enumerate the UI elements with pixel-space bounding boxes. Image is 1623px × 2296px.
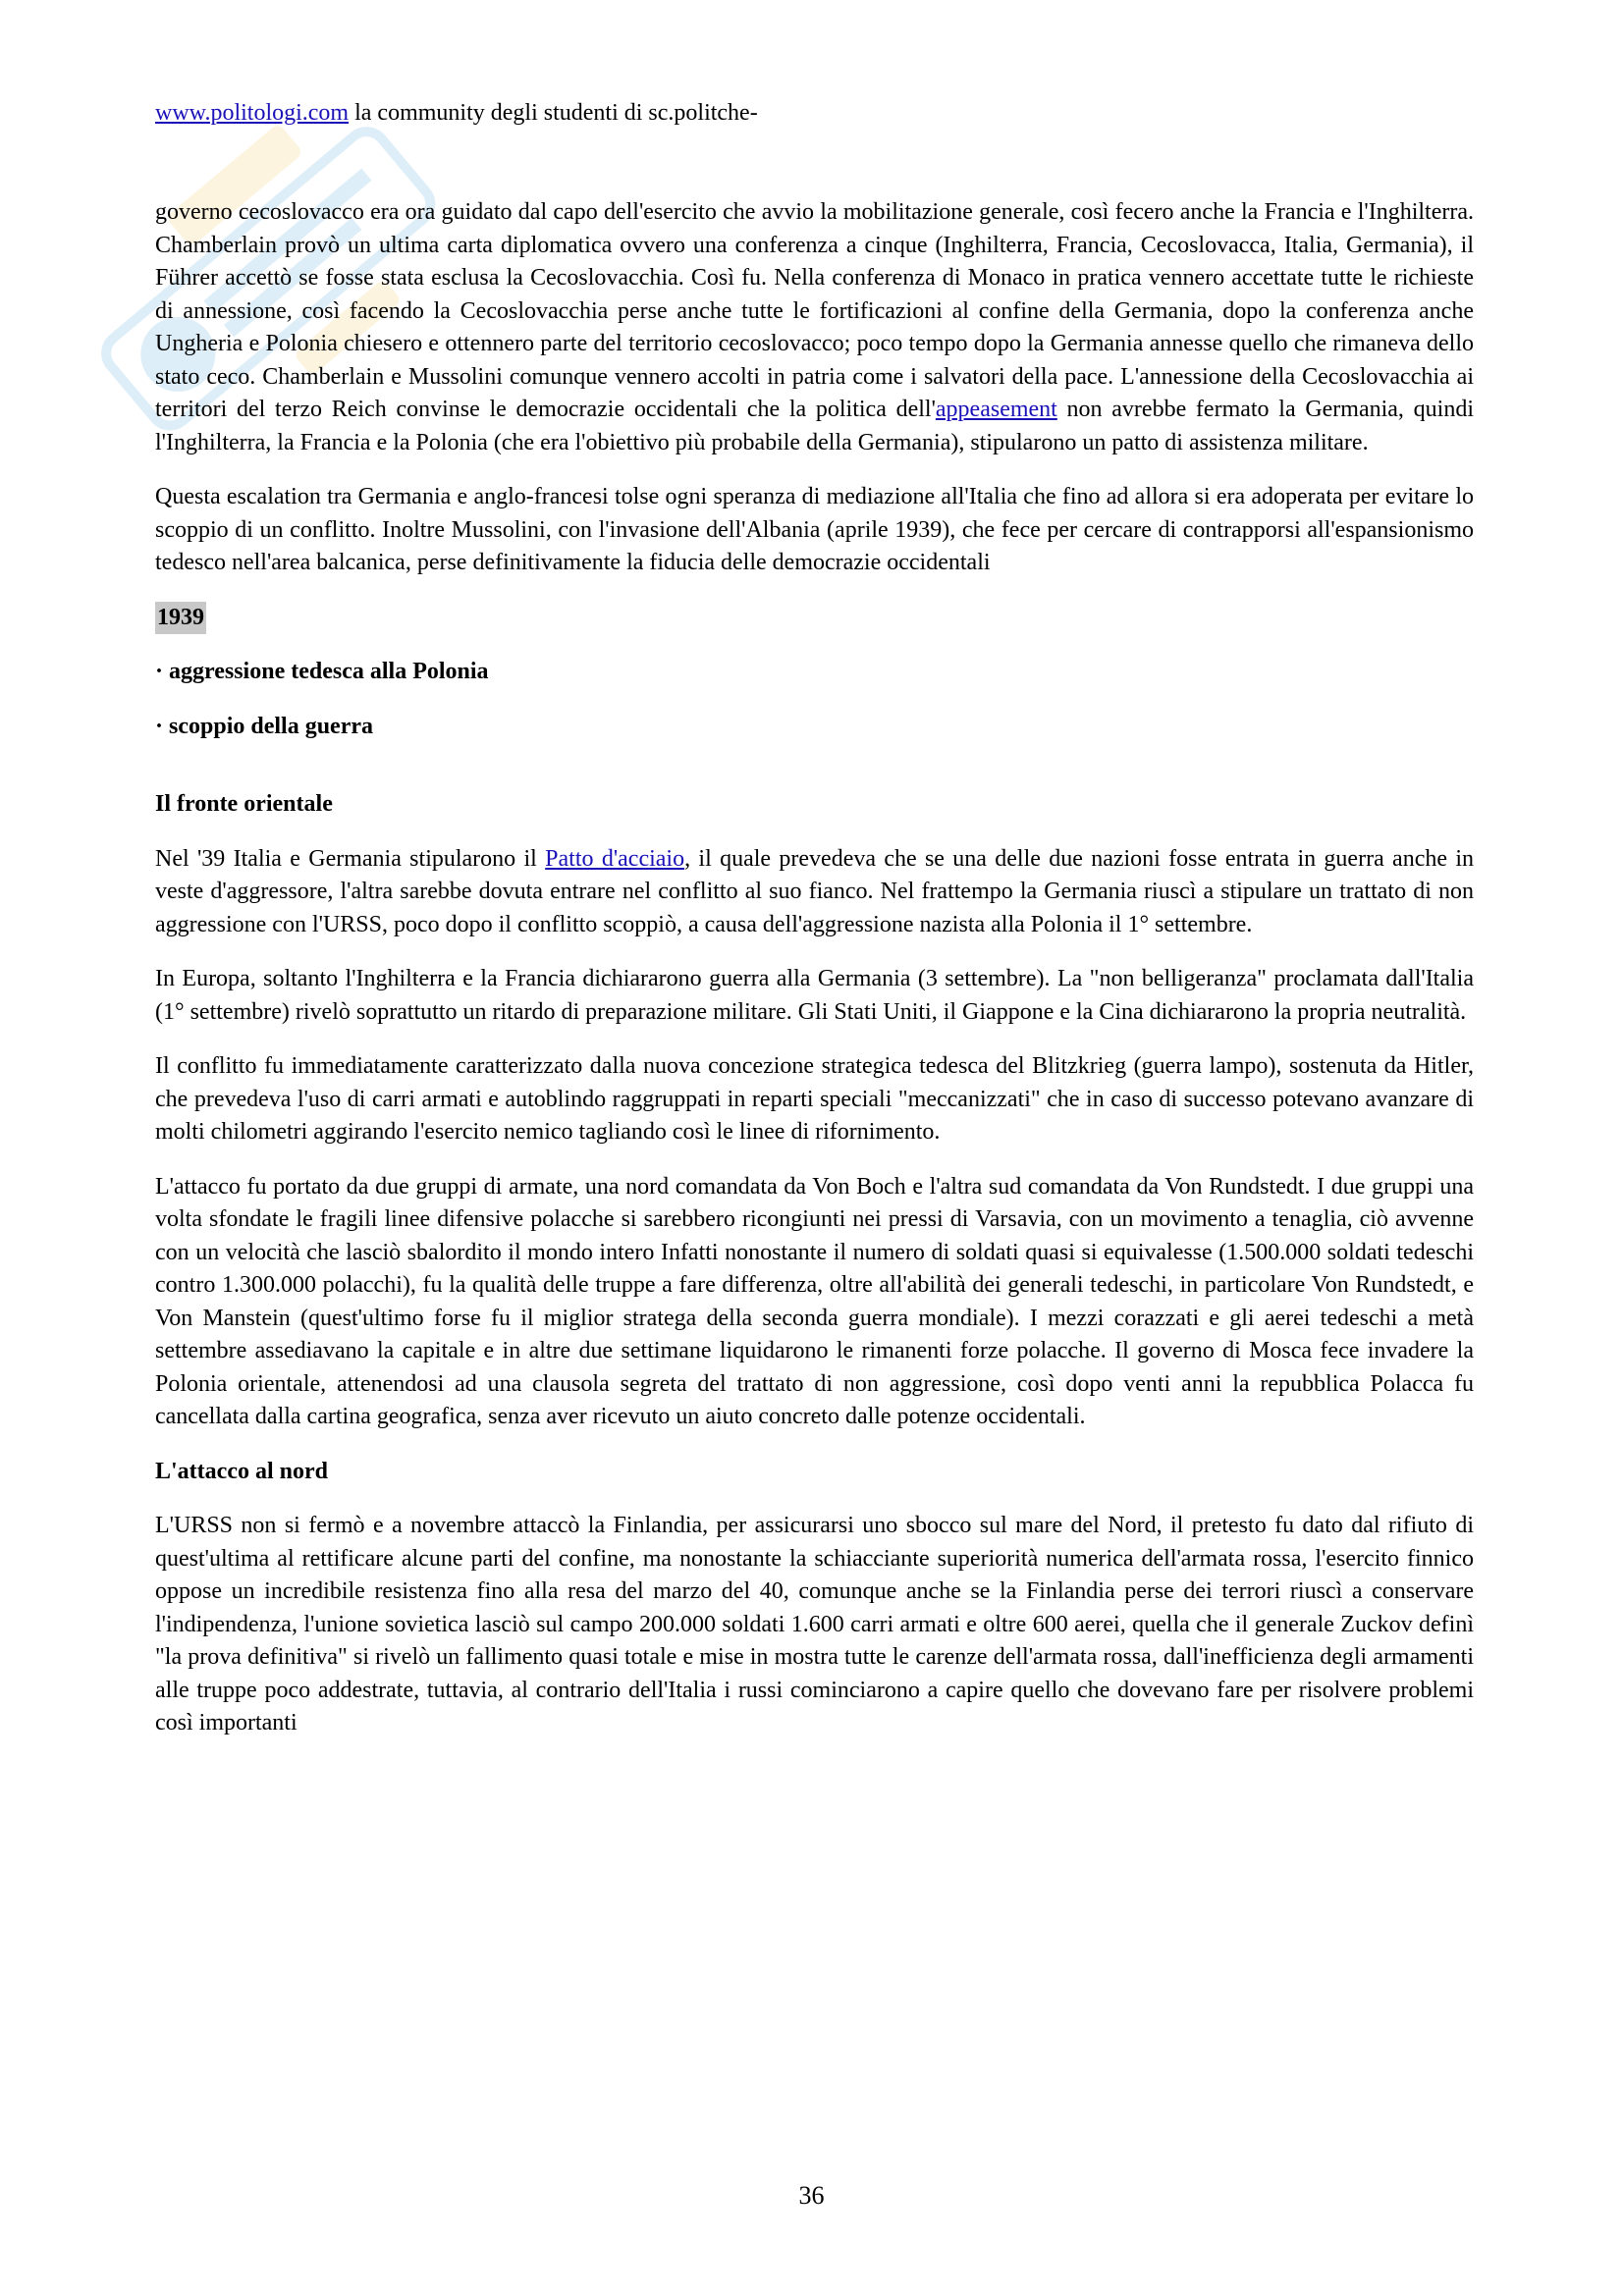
- header-tagline: la community degli studenti di sc.politche-: [349, 100, 758, 126]
- paragraph-text: non avrebbe fermato la Germania, quindi l'Inghilterra, la Francia e la Polonia (che era l'obiettivo più probabile della Germania), stipularono un patto di assistenza militare.: [155, 397, 1474, 455]
- bullet-item: · aggressione tedesca alla Polonia: [155, 659, 489, 684]
- appeasement-link[interactable]: appeasement: [935, 397, 1057, 422]
- section-heading: L'attacco al nord: [155, 1458, 328, 1484]
- section-heading: Il fronte orientale: [155, 791, 333, 817]
- paragraph: [155, 196, 1474, 459]
- year-label: 1939: [155, 602, 206, 635]
- paragraph: [155, 843, 1474, 942]
- bullet-item: · scoppio della guerra: [155, 713, 373, 739]
- paragraph-text: Nel '39 Italia e Germania stipularono il: [155, 845, 546, 872]
- year-heading: [155, 602, 1474, 635]
- paragraph: Il conflitto fu immediatamente caratterizzato dalla nuova concezione strategica tedesca del Blitzkrieg (guerra lampo), sostenuta da Hitler, che prevedeva l'uso di carri armati e autoblindo raggruppati in reparti speciali "meccanizzati" che in caso di successo potevano avanzare di molti chilometri aggirando l'esercito nemico tagliando così le linee di rifornimento.: [155, 1053, 1474, 1145]
- paragraph: L'URSS non si fermò e a novembre attaccò la Finlandia, per assicurarsi uno sbocco sul mare del Nord, il pretesto fu dato dal rifiuto di quest'ultima al rettificare alcune parti del confine, ma nonostante la schiacciante superiorità numerica dell'armata rossa, l'esercito finnico oppose un incredibile resistenza fino alla resa del marzo del 40, comunque anche se la Finlandia perse dei terrori riuscì a conservare l'indipendenza, l'unione sovietica lasciò sul campo 200.000 soldati 1.600 carri armati e oltre 600 aerei, quella che il generale Zuckov definì "la prova definitiva" si rivelò un fallimento quasi totale e mise in mostra tutte le carenze dell'armata rossa, dall'inefficienza degli armamenti alle truppe poco addestrate, tuttavia, al contrario dell'Italia i russi cominciarono a capire quello che dovevano fare per risolvere problemi così importanti: [155, 1513, 1474, 1735]
- document-body: [155, 196, 1474, 1762]
- header-site-link[interactable]: www.politologi.com: [155, 100, 350, 126]
- paragraph-text: governo cecoslovacco era ora guidato dal capo dell'esercito che avvio la mobilitazione generale, così fecero anche la Francia e l'Inghilterra. Chamberlain provò un ultima carta diplomatica ovvero una conferenza a cinque (Inghilterra, Francia, Cecoslovacca, Italia, Germania), il Führer accettò se fosse stata esclusa la Cecoslovacchia. Così fu. Nella conferenza di Monaco in pratica vennero accettate tutte le richieste di annessione, così facendo la Cecoslovacchia perse anche tutte le fortificazioni al confine della Germania, dopo la conferenza anche Ungheria e Polonia chiesero e ottennero parte del territorio cecoslovacco; poco tempo dopo la Germania annesse quello che rimaneva dello stato ceco. Chamberlain e Mussolini comunque vennero accolti in patria come i salvatori della pace. L'annessione della Cecoslovacchia ai territori del terzo Reich convinse le democrazie occidentali che la politica dell': [155, 199, 1474, 422]
- paragraph: Questa escalation tra Germania e anglo-francesi tolse ogni speranza di mediazione all'Italia che fino ad allora si era adoperata per evitare lo scoppio di un conflitto. Inoltre Mussolini, con l'invasione dell'Albania (aprile 1939), che fece per cercare di contrapporsi all'espansionismo tedesco nell'area balcanica, perse definitivamente la fiducia delle democrazie occidentali: [155, 484, 1474, 575]
- paragraph: L'attacco fu portato da due gruppi di armate, una nord comandata da Von Boch e l'altra sud comandata da Von Rundstedt. I due gruppi una volta sfondate le fragili linee difensive polacche si sarebbero ricongiunti nei pressi di Varsavia, con un movimento a tenaglia, ciò avvenne con un velocità che lasciò sbalordito il mondo intero Infatti nonostante il numero di soldati quasi si equivalesse (1.500.000 soldati tedeschi contro 1.300.000 polacchi), fu la qualità delle truppe a fare differenza, oltre all'abilità dei generali tedeschi, in particolare Von Rundstedt, e Von Manstein (quest'ultimo forse fu il miglior stratega della seconda guerra mondiale). I mezzi corazzati e gli aerei tedeschi a metà settembre assediavano la capitale e in altre due settimane liquidarono le rimanenti forze polacche. Il governo di Mosca fece invadere la Polonia orientale, attenendosi ad una clausola segreta del trattato di non aggressione, così dopo venti anni la repubblica Polacca fu cancellata dalla cartina geografica, senza aver ricevuto un aiuto concreto dalle potenze occidentali.: [155, 1173, 1474, 1429]
- paragraph: In Europa, soltanto l'Inghilterra e la Francia dichiararono guerra alla Germania (3 settembre). La "non belligeranza" proclamata dall'Italia (1° settembre) rivelò soprattutto un ritardo di preparazione militare. Gli Stati Uniti, il Giappone e la Cina dichiararono la propria neutralità.: [155, 966, 1474, 1025]
- page-number: 36: [798, 2181, 825, 2210]
- page-header: [155, 98, 758, 128]
- patto-acciaio-link[interactable]: Patto d'acciaio: [545, 845, 685, 872]
- paragraph-text: , il quale prevedeva che se una delle due nazioni fosse entrata in guerra anche in veste d'aggressore, l'altra sarebbe dovuta entrare nel conflitto al suo fianco. Nel frattempo la Germania riuscì a stipulare un trattato di non aggressione con l'URSS, poco dopo il conflitto scoppiò, a causa dell'aggressione nazista alla Polonia il 1° settembre.: [155, 845, 1475, 937]
